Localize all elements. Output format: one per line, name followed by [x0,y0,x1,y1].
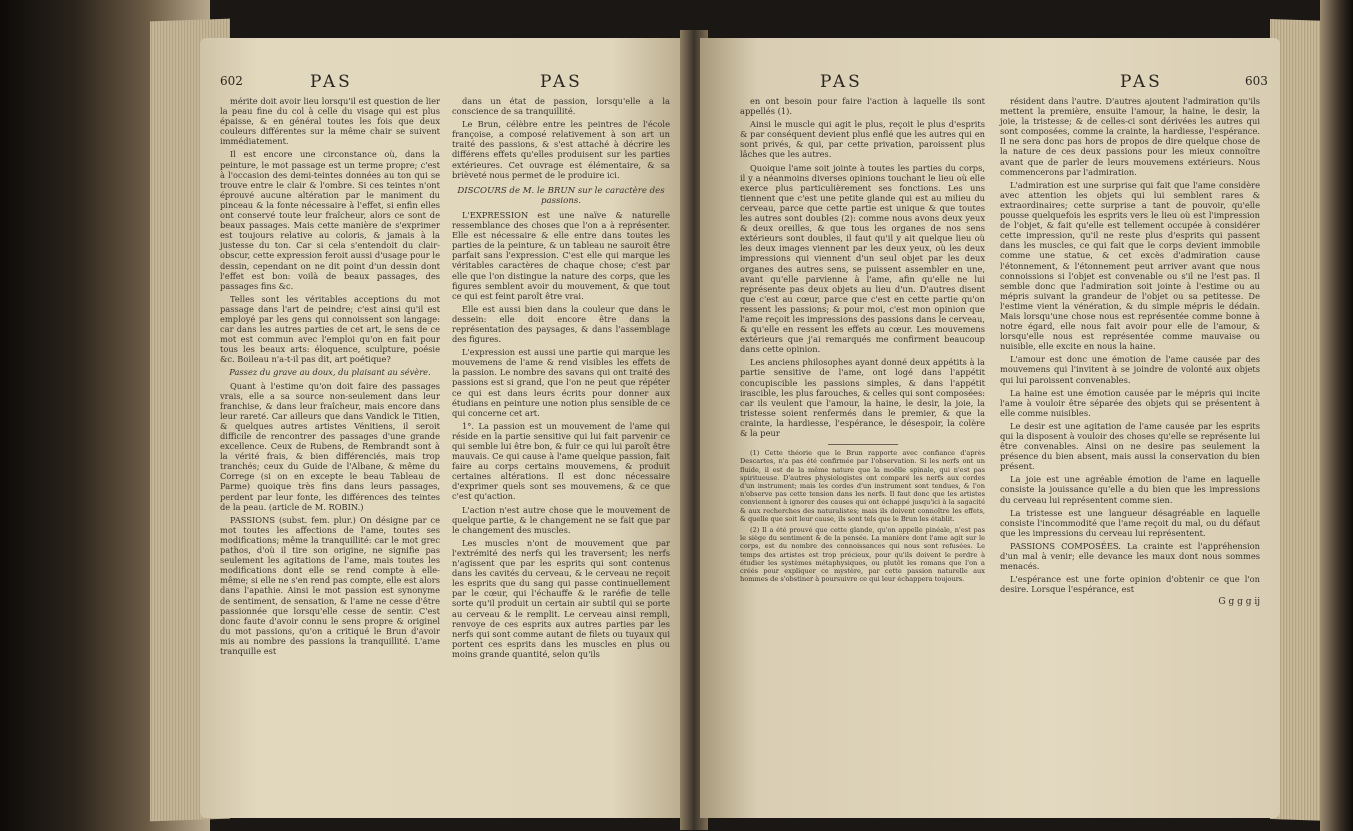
paragraph: Quant à l'estime qu'on doit faire des passages vrais, elle a sa source non-seulement dans leur franchise, & dans leur fraîcheur, mais encore dans leur rareté. Car ailleurs que dans Vandick le Titien, & quelques autres artistes Vénitiens, il seroit difficile de rencontrer des passages d'une grande excellence. Ceux de Rubens, de Rembrandt sont à la vérité frais, & bien différenciés, mais trop tranchés; ceux du Guide de l'Albane, & même du Correge (si on en excepte le beau Tableau de Parme) quoique très fins dans leurs passages, perdent par leur fonte, les différences des teintes de la peau. (article de M. ROBIN.) [220,380,440,512]
paragraph: Il est encore une circonstance où, dans la peinture, le mot passage est un terme propre; c'est à l'occasion des demi-teintes données au ton qui se trouve entre le clair & l'ombre. Si ces teintes n'ont éprouvé aucune altération par le maniment du pinceau & la fonte nécessaire à l'effet, si enfin elles ont conservé toute leur fraîcheur, alors ce sont de beaux passages. Mais cette manière de s'exprimer est toujours relative au coloris, & jamais à la justesse du ton. Car si cela s'entendoit du clair-obscur, cette expression feroit aussi d'usage pour le dessin, cependant on ne dit point d'un dessin dont l'effet est bon: voilà de beaux passages, des passages fins &c. [220,149,440,291]
paragraph: Elle est aussi bien dans la couleur que dans le dessein: elle doit encore être dans la représentation des paysages, & dans l'assemblage des figures. [452,303,670,345]
left-page-column-2 [452,96,670,662]
left-page-column-1 [220,96,440,659]
footnote-1: (1) Cette théorie que le Brun rapporte avec confiance d'après Descartes, n'a pas été confirmée par l'observation. Si les nerfs ont un fluide, il est de la même nature que la moëlle spinale, qui n'est pas spiritueuse. D'autres physiologistes ont comparé les nerfs aux cordes d'un instrument; mais les cordes d'un instrument sont tendues, & l'on n'observe pas cette tension dans les nerfs. Il faut donc que les artistes conviennent à ignorer des causes qui ont échappé jusqu'ici à la sagacité & aux recherches des naturalistes; mais ils doivent connoître les effets, & quelle que soit leur cause, ils sont tels que le Brun les établit. [740,449,985,523]
paragraph: La tristesse est une langueur désagréable en laquelle consiste l'incommodité que l'ame reçoit du mal, ou du défaut que les impressions du cerveau lui représentent. [1000,507,1260,538]
paragraph: mérite doit avoir lieu lorsqu'il est question de lier la peau fine du col à celle du visage qui est plus épaisse, & en général toutes les fois que deux couleurs différentes sur la même chair se suivent immédiatement. [220,96,440,147]
discourse-heading: DISCOURS de M. le BRUN sur le caractère des passions. [457,185,665,206]
paragraph: L'amour est donc une émotion de l'ame causée par des mouvemens qui l'invitent à se joindre de volonté aux objets qui lui paroissent convenables. [1000,354,1260,385]
running-header-right-2: PAS [1120,72,1163,92]
paragraph: PASSIONS COMPOSÉES. La crainte est l'appréhension d'un mal à venir; elle devance les maux dont nous sommes menacés. [1000,540,1260,572]
right-page [700,38,1280,818]
paragraph: dans un état de passion, lorsqu'elle a la conscience de sa tranquillité. [452,96,670,117]
quotation: Passez du grave au doux, du plaisant au sévère. [229,367,431,378]
paragraph: L'action n'est autre chose que le mouvement de quelque partie, & le changement ne se fait que par le changement des muscles. [452,504,670,535]
footnote-2: (2) Il a été prouvé que cette glande, qu'on appelle pinéale, n'est pas le siège du sentiment & de la pensée. La manière dont l'ame agit sur le corps, est du nombre des connoissances qui nous sont refusées. Le temps des artistes est trop précieux, pour qu'ils doivent le perdre à étudier les systèmes métaphysiques, ou plutôt les romans que l'on a créés pour expliquer ce mystère, par cette passion naturelle aux hommes de s'obstiner à poursuivre ce qui leur échappera toujours. [740,525,985,584]
entry-passions: PASSIONS (subst. fem. plur.) On désigne par ce mot toutes les affections de l'ame, toutes ses modifications; même la tranquillité: car le mot grec pathos, d'où il tire son origine, ne signifie pas seulement les agitations de l'ame, mais toutes les modifications dont elle se rend compte à elle-même; si elle ne s'en rend pas compte, elle est alors dans l'apathie. Ainsi le mot passion est synonyme de sentiment, de sensation, & l'ame ne cesse d'être passionnée que lorsqu'elle cesse de sentir. C'est donc faute d'avoir connu le sens propre & originel du mot passions, qu'on a critiqué le Brun d'avoir mis au nombre des passions la tranquillité. L'ame tranquille est [220,514,441,656]
paragraph: La haine est une émotion causée par le mépris qui incite l'ame à vouloir être séparée des objets qui se présentent à elle comme nuisibles. [1000,387,1260,418]
footnote-divider [828,444,898,445]
signature-mark: G g g g ij [1218,597,1260,608]
paragraph: Ainsi le muscle qui agit le plus, reçoit le plus d'esprits & par conséquent devient plus enflé que les autres qui en sont privés, & qui, par cette privation, paroissent plus lâches que les autres. [740,119,985,160]
right-binding [1320,0,1353,831]
right-page-column-2 [1000,96,1260,608]
running-header-left-2: PAS [540,72,583,92]
paragraph: en ont besoin pour faire l'action à laquelle ils sont appellés (1). [740,96,985,117]
paragraph: 1°. La passion est un mouvement de l'ame qui réside en la partie sensitive qui lui fait parvenir ce qui semble lui être bon, & fuir ce qui lui paroît être mauvais. Ce qui cause à l'ame quelque passion, fait faire au corps certains mouvemens, & produit certaines altérations. Il est donc nécessaire d'exprimer quels sont ses mouvemens, & ce que c'est qu'action. [452,420,670,502]
paragraph: Telles sont les véritables acceptions du mot passage dans l'art de peindre; c'est ainsi qu'il est employé par les gens qui connoissent son langage: car dans les autres parties de cet art, le sens de ce mot est commun avec l'emploi qu'on en fait pour tous les beaux arts: éloquence, sculpture, poésie &c. Boileau n'a-t-il pas dit, art poétique? [220,293,440,365]
left-page [200,38,685,818]
running-header-left: PAS [310,72,353,92]
paragraph: Les muscles n'ont de mouvement que par l'extrémité des nerfs qui les traversent; les nerfs n'agissent que par les esprits qui sont contenus dans les cavités du cerveau, & le cerveau ne reçoit les esprits que du sang qui passe continuellement par le cœur, qui l'échauffe & le raréfie de telle sorte qu'il produit un certain air subtil qui se porte au cerveau & le remplit. Le cerveau ainsi rempli, renvoye de ces esprits aux autres parties par les nerfs qui sont comme autant de filets ou tuyaux qui portent ces esprits dans les muscles en plus ou moins grande quantité, selon qu'ils [452,537,670,659]
paragraph: résident dans l'autre. D'autres ajoutent l'admiration qu'ils mettent la première, ensuite l'amour, la haine, le desir, la joie, la tristesse; & de celles-ci sont dérivées les autres qui sont composées, comme la crainte, la hardiesse, l'espérance. Il ne sera donc pas hors de propos de dire quelque chose de la nature de ces deux passions pour les mieux connoître avant que de parler de leurs mouvemens extérieurs. Nous commencerons par l'admiration. [1000,96,1260,177]
page-number-right: 603 [1245,74,1268,88]
running-header-right-1: PAS [820,72,863,92]
right-page-column-1 [740,96,985,586]
paragraph: L'expression est aussi une partie qui marque les mouvemens de l'ame & rend visibles les effets de la passion. Le nombre des savans qui ont traité des passions est si grand, que l'on ne peut que répéter ce qui est dans leurs écrits pour donner aux étudians en peinture une notion plus sensible de ce qui concerne cet art. [452,347,670,418]
paragraph: L'admiration est une surprise qui fait que l'ame considère avec attention les objets qui lui semblent rares & extraordinaires; cette surprise a tant de pouvoir, qu'elle pousse quelquefois les esprits vers le lieu où est l'impression de l'objet, & fait qu'elle est tellement occupée à considérer cette impression, qu'il ne reste plus d'esprits qui passent dans les muscles, ce qui fait que le corps devient immobile comme une statue, & cet excès d'admiration cause l'étonnement, & l'étonnement peut arriver avant que nous connoissions si l'objet est convenable ou s'il ne l'est pas. Il semble donc que l'admiration soit jointe à l'estime ou au mépris suivant la grandeur de l'objet ou sa petitesse. De l'estime vient la vénération, & du simple mépris le dédain. Mais lorsqu'une chose nous est représentée comme bonne à notre égard, elle nous fait avoir pour elle de l'amour, & lorsqu'elle nous est représentée comme mauvaise ou nuisible, elle excite en nous la haine. [1000,179,1260,352]
page-number-left: 602 [220,74,243,88]
paragraph: Le Brun, célèbre entre les peintres de l'école françoise, a composé relativement à son art un traité des passions, & s'est attaché à décrire les différens effets qu'elles produisent sur les parties extérieures. Cet ouvrage est élémentaire, & sa brièveté nous permet de le produire ici. [452,119,670,180]
paragraph: Quoique l'ame soit jointe à toutes les parties du corps, il y a néanmoins diverses opinions touchant le lieu où elle exerce plus particulièrement ses fonctions. Les uns tiennent que c'est une petite glande qui est au milieu du cerveau, parce que cette partie est unique & que toutes les autres sont doubles (2): comme nous avons deux yeux & deux oreilles, & que tous les organes de nos sens extérieurs sont doubles, il faut qu'il y ait quelque lieu où les deux images viennent par les deux yeux, où les deux impressions qui viennent d'un seul objet par les deux organes des autres sens, se puissent assembler en une, avant qu'elle parvienne à l'ame, afin qu'elle ne lui représente pas deux objets au lieu d'un. D'autres disent que c'est au cœur, parce que c'est en cette partie qu'on ressent les passions; & pour moi, c'est mon opinion que l'ame reçoit les impressions des passions dans le cerveau, & qu'elle en ressent les effets au cœur. Les mouvemens extérieurs que j'ai remarqués me confirment beaucoup dans cette opinion. [740,162,985,355]
paragraph: La joie est une agréable émotion de l'ame en laquelle consiste la jouissance qu'elle a du bien que les impressions du cerveau lui représentent comme sien. [1000,474,1260,505]
paragraph: L'EXPRESSION est une naïve & naturelle ressemblance des choses que l'on a à représenter. Elle est nécessaire & elle entre dans toutes les parties de la peinture, & un tableau ne sauroit être parfait sans l'expression. C'est elle qui marque les véritables caractères de chaque chose; c'est par elle que l'on distingue la nature des corps, que les figures semblent avoir du mouvement, & que tout ce qui est feint paroît être vrai. [452,209,670,301]
paragraph: Les anciens philosophes ayant donné deux appétits à la partie sensitive de l'ame, ont logé dans l'appétit concupiscible les passions simples, & dans l'appétit irascible, les plus farouches, & celles qui sont composées: car ils veulent que l'amour, la haine, le desir, la joie, la tristesse soient renfermés dans le premier, & que la crainte, la hardiesse, l'espérance, le désespoir, la colère & la peur [740,357,985,438]
paragraph: Le desir est une agitation de l'ame causée par les esprits qui la disposent à vouloir des choses qu'elle se représente lui être convenables. Ainsi on ne desire pas seulement la présence du bien absent, mais aussi la conservation du bien présent. [1000,420,1260,472]
paragraph: L'espérance est une forte opinion d'obtenir ce que l'on desire. Lorsque l'espérance, est [1000,574,1260,595]
